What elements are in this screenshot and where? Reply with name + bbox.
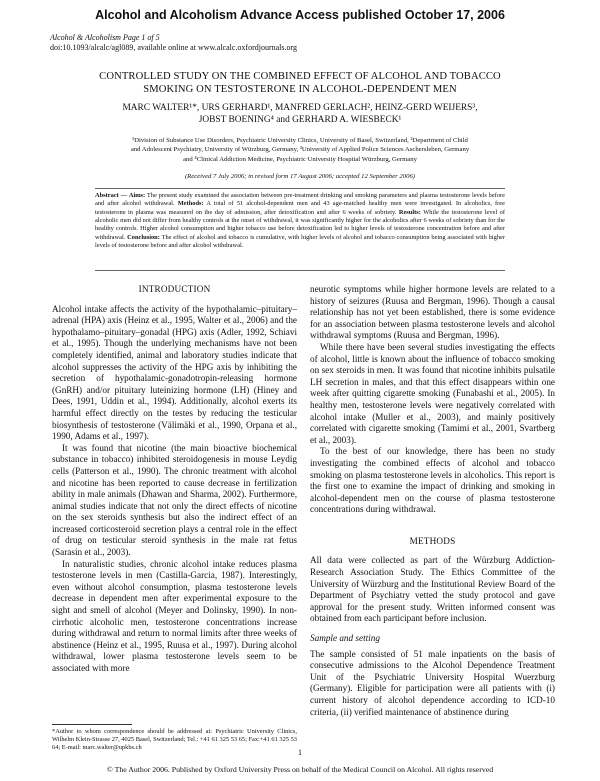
doi-line: doi:10.1093/alcalc/agl089, available online at www.alcalc.oxfordjournals.org bbox=[50, 43, 298, 52]
right-column bbox=[310, 284, 555, 718]
received-dates: (Received 7 July 2006; in revised form 17 August 2006; accepted 12 September 2006) bbox=[184, 173, 416, 180]
intro-paragraph-1: Alcohol intake affects the activity of the hypothalamic–pituitary–adrenal (HPA) axis (Heinz et al., 1995, Walter et al., 2006) and the hypothalamo–pituitary–gonadal (HPG) axis (Adler, 1992, Schiavi et al., 1995). Though the underlying mechanisms have not been completely identified, animal and laboratory studies indicate that alcohol suppresses the activity of the HPG axis by inhibiting the secretion of hypothalamic-gonadotropin-releasing hormone (GnRH) and/or pituitary luteinizing hormone (LH) (Hiney and Dees, 1991, Uddin et al., 1994). Additionally, alcohol exerts its harmful effect directly on the testes by reducing the testicular biosynthesis of testosterone (Välimäki et al., 1990, Orpana et al., 1990, Adams et al., 1997). bbox=[52, 303, 297, 442]
abstract-results: While the testosterone level of alcoholic men did not differ from healthy controls at the onset of withdrawal, it was significantly higher for the alcoholics after 6 weeks of sobriety than for the healthy controls. Higher alcohol consumption and higher tobacco use before detoxification led to higher levels of testosterone concentration before and after withdrawal. bbox=[95, 208, 505, 241]
abstract-methods: A total of 51 alcohol-dependent men and 43 age-matched healthy men were investigated. In alcoholics, free testosterone in plasma was measured on the day of admission, after detoxification and after 6 weeks of sobriety. bbox=[95, 200, 505, 216]
abstract-aims: The present study examined the association between pre-treatment drinking and smoking parameters and plasma testosterone levels before and after alcohol withdrawal. bbox=[95, 192, 505, 208]
author-list bbox=[60, 102, 540, 126]
copyright-line: © The Author 2006. Published by Oxford University Press on behalf of the Medical Council on Alcohol. All rights reserved bbox=[106, 765, 494, 774]
title-line-1: CONTROLLED STUDY ON THE COMBINED EFFECT OF ALCOHOL AND TOBACCO bbox=[99, 71, 501, 82]
left-column bbox=[52, 284, 297, 675]
abstract-lead: Abstract — bbox=[95, 192, 127, 199]
correspondence-footnote: *Author to whom correspondence should be addressed at: Psychiatric University Clinics, Wilhelm Klein-Strasse 27, 4025 Basel, Switzerland; Tel.: +41 61 325 53 65; Fax:+41 61 325 53 64; E-mail: marc.walter@upkbs.ch bbox=[52, 728, 297, 751]
intro-paragraph-4: neurotic symptoms while higher hormone levels are related to a history of seizures (Ruusa and Bergman, 1996). Though a causal relationship has not yet been established, there is some evidence for an association between plasma testosterone levels and alcohol withdrawal symptoms (Ruusa and Bergman, 1996). bbox=[310, 284, 555, 341]
affiliation-line-3: and ⁴Clinical Addiction Medicine, Psychiatric University Hospital Würzburg, Germany bbox=[183, 155, 417, 163]
affiliation-line-2: and Adolescent Psychiatry, University of Würzburg, Germany, ³University of Applied Police Sciences Aschersleben, Germany bbox=[130, 146, 470, 154]
abstract-top-rule bbox=[95, 188, 505, 189]
methods-heading: METHODS bbox=[409, 535, 456, 546]
title-line-2: SMOKING ON TESTOSTERONE IN ALCOHOL-DEPENDENT MEN bbox=[143, 84, 457, 95]
authors-line-2: JOBST BOENING⁴ and GERHARD A. WIESBECK¹ bbox=[198, 115, 402, 125]
abstract-aims-label: Aims: bbox=[128, 192, 146, 199]
affiliation-line-1: ¹Division of Substance Use Disorders, Psychiatric University Clinics, University of Basel, Switzerland, ²Department of Child bbox=[132, 137, 468, 144]
sample-setting-subheading: Sample and setting bbox=[310, 633, 380, 644]
footnote-rule bbox=[52, 724, 132, 725]
abstract-conclusion-label: Conclusion: bbox=[127, 233, 160, 241]
article-title bbox=[60, 70, 540, 96]
page-number: 1 bbox=[298, 748, 302, 757]
authors-line-1: MARC WALTER¹*, URS GERHARD¹, MANFRED GERLACH², HEINZ-GERD WEIJERS³, bbox=[122, 103, 478, 113]
intro-paragraph-2: It was found that nicotine (the main bioactive biochemical substance in tobacco) inhibited steroidogenesis in mouse Leydig cells (Patterson et al., 1990). The chronic treatment with alcohol and nicotine has been reported to cause decrease in fertilization ability in male animals (Dhawan and Sharma, 2002). Furthermore, animal studies indicate that not only the direct effects of nicotine on the sex steroids synthesis but also the indirect effect of an increased corticosteroid secretion plays a central role in the effect of drug on testicular steroid synthesis in the male rat fetus (Sarasin et al., 2003). bbox=[52, 442, 297, 558]
intro-paragraph-5: While there have been several studies investigating the effects of alcohol, little is known about the influence of tobacco smoking on sex steroids in men. It was found that nicotine inhibits pulsatile LH secretion in males, and that this effect disappears within one week after quitting cigarette smoking (Funabashi et al., 2005). In healthy men, testosterone levels were negatively correlated with alcohol intake (Muller et al., 2003), and mainly positively correlated with cigarette smoking (Tamimi et al., 2001, Svartberg et al., 2003). bbox=[310, 341, 555, 445]
methods-paragraph-1: All data were collected as part of the Würzburg Addiction-Research Association Study. The Ethics Committee of the University of Würzburg and the Institutional Review Board of the Department of Psychiatry vetted the study protocol and gave approval for the present study. Written informed consent was obtained from each participant before inclusion. bbox=[310, 555, 555, 624]
affiliations bbox=[78, 136, 522, 164]
journal-line: Alcohol & Alcoholism Page 1 of 5 bbox=[50, 33, 160, 42]
abstract-methods-label: Methods: bbox=[177, 200, 204, 208]
abstract-results-label: Results: bbox=[398, 208, 421, 216]
advance-access-banner: Alcohol and Alcoholism Advance Access published October 17, 2006 bbox=[95, 8, 505, 22]
introduction-heading: INTRODUCTION bbox=[138, 284, 211, 294]
abstract bbox=[95, 192, 505, 250]
methods-paragraph-2: The sample consisted of 51 male inpatients on the basis of consecutive admissions to the Alcohol Dependence Treatment Unit of the Psychiatric University Hospital Wuerzburg (Germany). Eligible for participation were all patients with (i) current history of alcohol dependence according to ICD-10 criteria, (ii) verified maintenance of abstinence during bbox=[310, 648, 555, 717]
abstract-bottom-rule bbox=[95, 270, 505, 271]
abstract-conclusion: The effect of alcohol and tobacco is cumulative, with higher levels of alcohol and tobacco consumption being associated with higher levels of testosterone before and after alcohol withdrawal. bbox=[95, 233, 505, 250]
intro-paragraph-3: In naturalistic studies, chronic alcohol intake reduces plasma testosterone levels in men (Castilla-Garcia, 1987). Interestingly, even without alcohol consumption, plasma testosterone levels decrease in dependent men after experimental exposure to the sight and smell of alcohol (Meyer and Dolinsky, 1990). In non-cirrhotic alcoholic men, testosterone concentrations increase during withdrawal and return to normal limits after three weeks of abstinence (Heinz et al., 1995, Ruusa et al., 1997). During alcohol withdrawal, lower plasma testosterone levels seem to be associated with more bbox=[52, 558, 297, 673]
intro-paragraph-6: To the best of our knowledge, there has been no study investigating the combined effects of alcohol and tobacco smoking on plasma testosterone levels in alcoholics. This report is the first one to examine the impact of drinking and smoking in alcohol-dependent men on the course of plasma testosterone concentrations during withdrawal. bbox=[310, 446, 555, 515]
